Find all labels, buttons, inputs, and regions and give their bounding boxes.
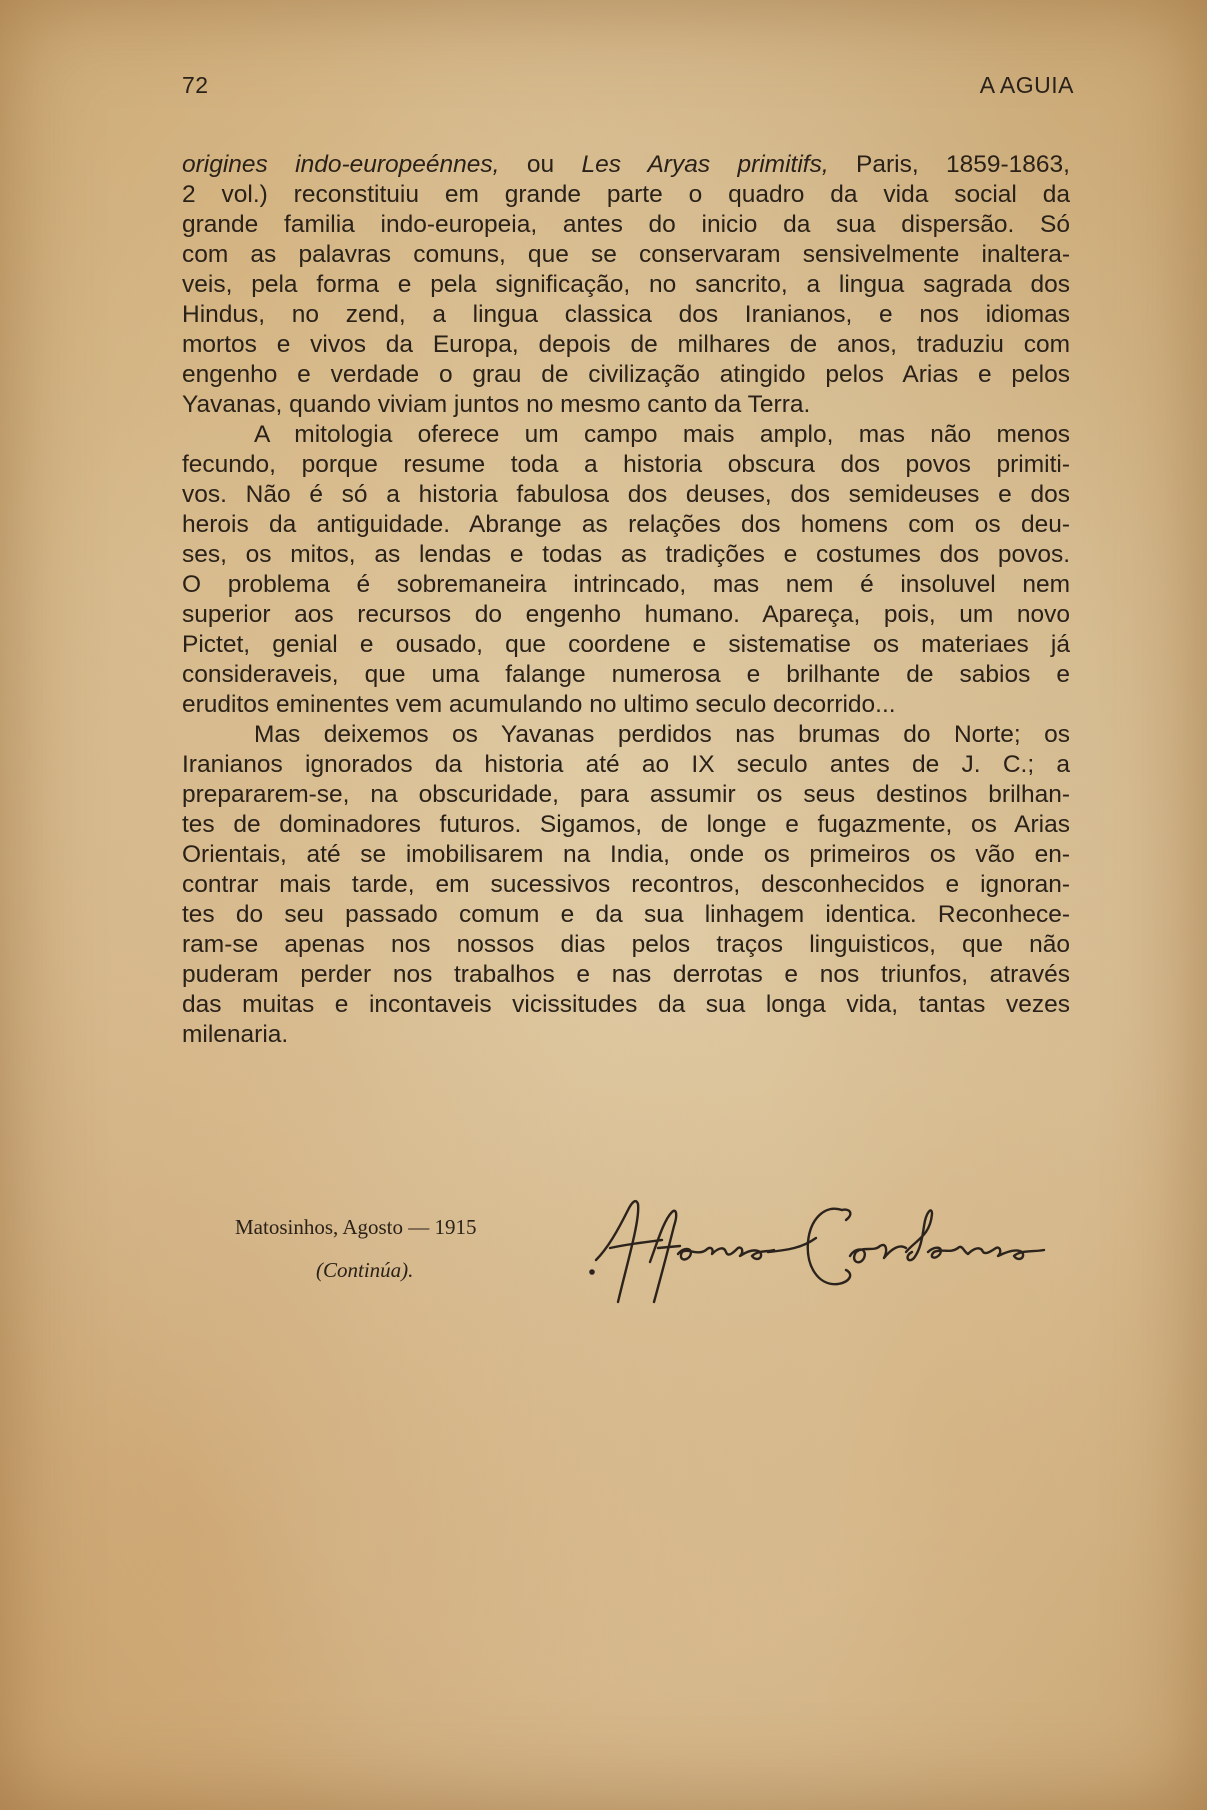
text-line: Iranianos ignorados da historia até ao IX seculo antes de J. C.; a <box>182 751 1070 778</box>
text-line: ses, os mitos, as lendas e todas as tradições e costumes dos povos. <box>182 541 1070 568</box>
text-line: engenho e verdade o grau de civilização atingido pelos Arias e pelos <box>182 361 1070 388</box>
text-line: veis, pela forma e pela significação, no sancrito, a lingua sagrada dos <box>182 271 1070 298</box>
text-line: Pictet, genial e ousado, que coordene e sistematise os materiaes já <box>182 631 1070 658</box>
text-line: grande familia indo-europeia, antes do inicio da sua dispersão. Só <box>182 211 1070 238</box>
text-line: mortos e vivos da Europa, depois de milhares de anos, traduziu com <box>182 331 1070 358</box>
text-line: 2 vol.) reconstituiu em grande parte o quadro da vida social da <box>182 181 1070 208</box>
text-line: herois da antiguidade. Abrange as relações dos homens com os deu- <box>182 511 1070 538</box>
text-line: das muitas e incontaveis vicissitudes da sua longa vida, tantas vezes <box>182 991 1070 1018</box>
handwritten-signature <box>588 1190 1058 1310</box>
text-line: Orientais, até se imobilisarem na India, onde os primeiros os vão en- <box>182 841 1070 868</box>
text-line: com as palavras comuns, que se conservaram sensivelmente inaltera- <box>182 241 1070 268</box>
text-line: vos. Não é só a historia fabulosa dos deuses, dos semideuses e dos <box>182 481 1070 508</box>
paragraph-start-line: Mas deixemos os Yavanas perdidos nas brumas do Norte; os <box>254 721 1070 748</box>
text-line: tes do seu passado comum e da sua linhagem identica. Reconhece- <box>182 901 1070 928</box>
paragraph-start-line: A mitologia oferece um campo mais amplo, mas não menos <box>254 421 1070 448</box>
text-line: Yavanas, quando viviam juntos no mesmo canto da Terra. <box>182 391 811 418</box>
text-line: O problema é sobremaneira intrincado, mas nem é insoluvel nem <box>182 571 1070 598</box>
place-date: Matosinhos, Agosto — 1915 <box>235 1215 477 1239</box>
text-line: puderam perder nos trabalhos e nas derrotas e nos triunfos, através <box>182 961 1070 988</box>
text-line: tes de dominadores futuros. Sigamos, de longe e fugazmente, os Arias <box>182 811 1070 838</box>
body-text <box>182 150 1070 1050</box>
text-line: fecundo, porque resume toda a historia obscura dos povos primiti- <box>182 451 1070 478</box>
text-line: ram-se apenas nos nossos dias pelos traços linguisticos, que não <box>182 931 1070 958</box>
page-number: 72 <box>182 72 209 98</box>
text-line: prepararem-se, na obscuridade, para assumir os seus destinos brilhan- <box>182 781 1070 808</box>
continued-note: (Continúa). <box>316 1258 414 1282</box>
running-head: A AGUIA <box>979 72 1074 98</box>
text-line: contrar mais tarde, em sucessivos recontros, desconhecidos e ignoran- <box>182 871 1070 898</box>
text-line: consideraveis, que uma falange numerosa e brilhante de sabios e <box>182 661 1070 688</box>
text-line: Hindus, no zend, a lingua classica dos Iranianos, e nos idiomas <box>182 301 1070 328</box>
text-line: milenaria. <box>182 1021 289 1048</box>
text-line: eruditos eminentes vem acumulando no ultimo seculo decorrido... <box>182 691 896 718</box>
text-line: origines indo-europeénnes, ou Les Aryas primitifs, Paris, 1859-1863, <box>182 151 1070 178</box>
text-line: superior aos recursos do engenho humano. Apareça, pois, um novo <box>182 601 1070 628</box>
